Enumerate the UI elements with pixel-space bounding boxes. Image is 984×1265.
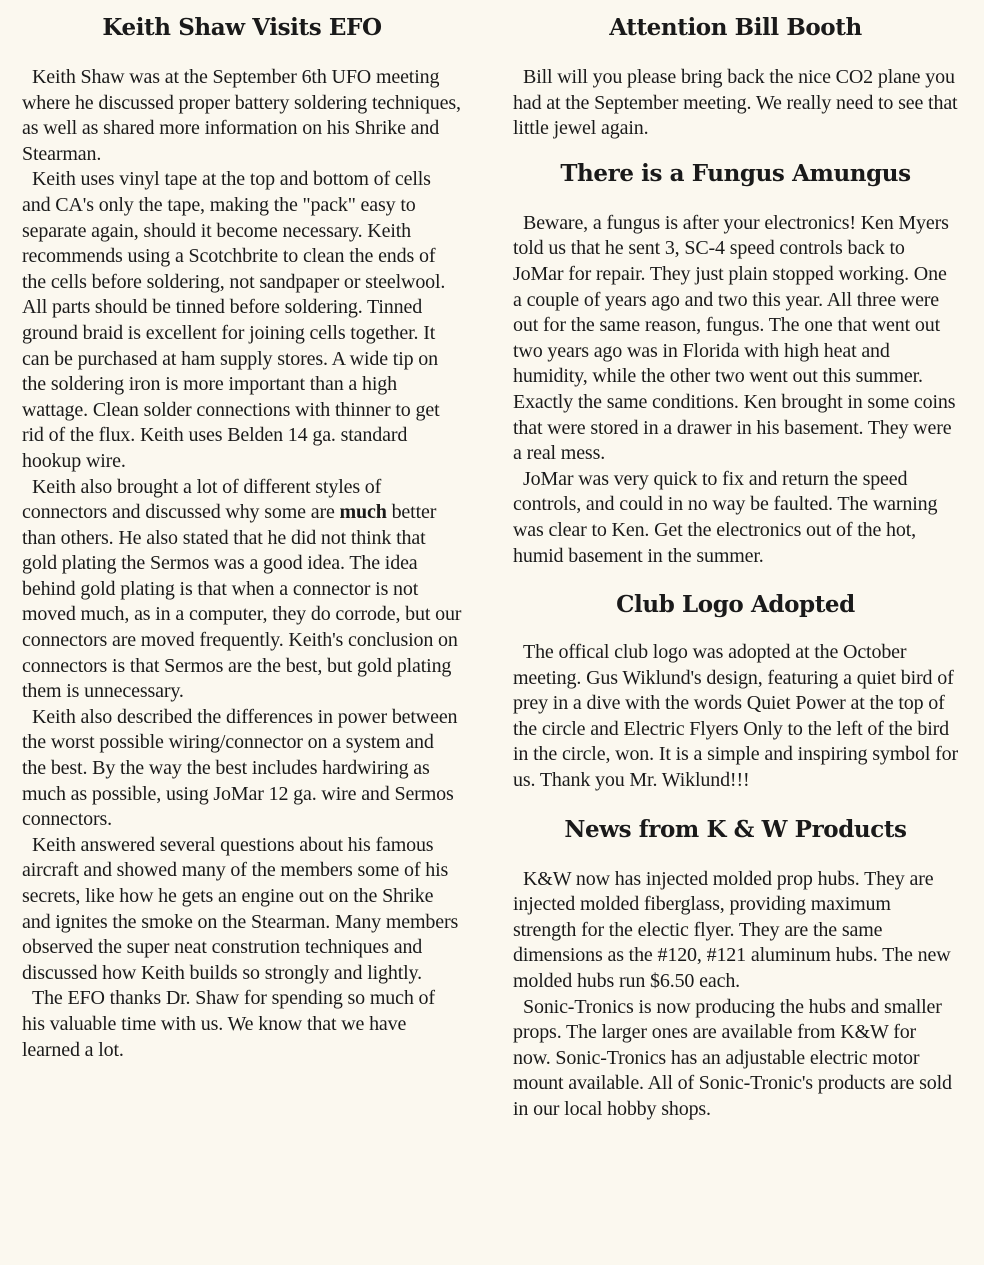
paragraph: Sonic-Tronics is now producing the hubs and smaller props. The larger ones are available from K&W for now. Sonic-Tronics has an adjustable electric motor mount available. All of Sonic-Tronic's products are sold in our local hobby shops. — [513, 995, 952, 1120]
emphasis-text: much — [339, 501, 387, 524]
paragraph: JoMar was very quick to fix and return the speed controls, and could in no way be faulted. The warning was clear to Ken. Get the electronics out of the hot, humid basement in the summer. — [513, 467, 938, 567]
paragraph: The EFO thanks Dr. Shaw for spending so much of his valuable time with us. We know that we have learned a lot. — [22, 987, 435, 1061]
paragraph: Bill will you please bring back the nice CO2 plane you had at the September meeting. We really need to see that little jewel again. — [513, 66, 958, 140]
headline-fungus: There is a Fungus Amungus — [560, 159, 911, 187]
paragraph: Beware, a fungus is after your electronics! Ken Myers told us that he sent 3, SC-4 speed controls back to JoMar for repair. They just plain stopped working. One a couple of years ago and two this year. All three were out for the same reason, fungus. The one that went out two years ago was in Florida with high heat and humidity, while the other two went out this summer. Exactly the same conditions. Ken brought in some coins that were stored in a drawer in his basement. They were a real mess. — [513, 211, 956, 465]
left-column — [22, 0, 462, 1063]
paragraph: Keith answered several questions about his famous aircraft and showed many of the members some of his secrets, like how he gets an engine out on the Shrike and ignites the smoke on the Stearman. Many members observed the super neat constrution techniques and discussed how Keith builds so strongly and lightly. — [22, 833, 459, 984]
article-keith-shaw — [22, 14, 462, 1063]
paragraph: The offical club logo was adopted at the October meeting. Gus Wiklund's design, featuring a quiet bird of prey in a dive with the words Quiet Power at the top of the circle and Electric Flyers Only to the left of the bird in the circle, won. It is a simple and inspiring symbol for us. Thank you Mr. Wiklund!!! — [513, 641, 958, 792]
paragraph: Keith also described the differences in power between the worst possible wiring/connector on a system and the best. By the way the best includes hardwiring as much as possible, using JoMar 12 ga. wire and Sermos connectors. — [22, 705, 458, 831]
paragraph: Keith uses vinyl tape at the top and bottom of cells and CA's only the tape, making the "pack" easy to separate again, should it become necessary. Keith recommends using a Scotchbrite to clean the ends of the cells before soldering, not sandpaper or steelwool. All parts should be tinned before soldering. Tinned ground braid is excellent for joining cells together. It can be purchased at ham supply stores. A wide tip on the soldering iron is more important than a high wattage. Clean solder connections with thinner to get rid of the flux. Keith uses Belden 14 ga. standard hookup wire. — [22, 168, 446, 472]
article-bill-booth — [513, 14, 958, 142]
headline-kw-products: News from K & W Products — [564, 815, 907, 843]
headline-keith-shaw: Keith Shaw Visits EFO — [102, 14, 382, 41]
headline-club-logo: Club Logo Adopted — [616, 591, 855, 619]
right-column — [513, 0, 958, 1123]
article-club-logo — [513, 591, 958, 794]
paragraph: Keith also brought a lot of different styles of connectors and discussed why some are much better than others. He also stated that he did not think that gold plating the Sermos was a good idea. The idea behind gold plating is that when a connector is not moved much, as in a computer, they do corrode, but our connectors are moved frequently. Keith's conclusion on connectors is that Sermos are the best, but gold plating them is unnecessary. — [22, 475, 462, 703]
headline-bill-booth: Attention Bill Booth — [609, 14, 862, 41]
paragraph: K&W now has injected molded prop hubs. They are injected molded fiberglass, providing maximum strength for the electic flyer. They are the same dimensions as the #120, #121 aluminum hubs. The new molded hubs run $6.50 each. — [513, 867, 951, 993]
article-fungus — [513, 160, 958, 569]
article-kw-products — [513, 816, 958, 1123]
paragraph: Keith Shaw was at the September 6th UFO meeting where he discussed proper battery soldering techniques, as well as shared more information on his Shrike and Stearman. — [22, 66, 461, 165]
